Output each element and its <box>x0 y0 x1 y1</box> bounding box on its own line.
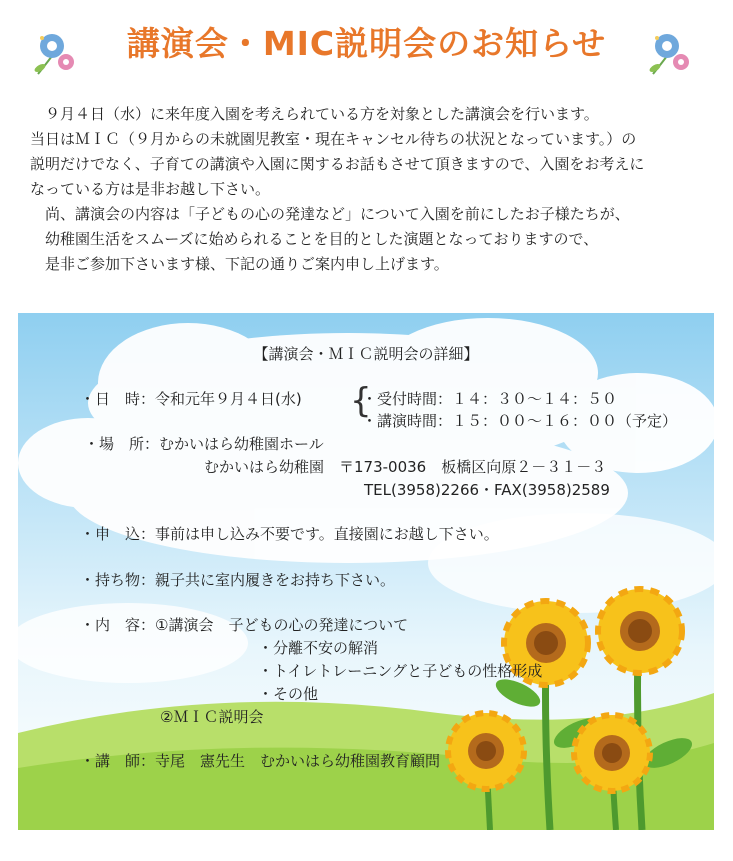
page-title: 講演会・MIC説明会のお知らせ <box>126 24 607 63</box>
intro-line: 是非ご参加下さいます様、下記の通りご案内申し上げます。 <box>45 255 449 273</box>
intro-line: 当日はＭＩＣ（９月からの未就園児教室・現在キャンセル待ちの状況となっています。）の <box>30 130 637 148</box>
details-heading: 【講演会・ＭＩＣ説明会の詳細】 <box>253 345 479 363</box>
lecturer-row: ・講 師：寺尾 憲先生 むかいはら幼稚園教育顧問 <box>80 752 441 770</box>
sunflower-head <box>448 713 524 789</box>
sunflower-head <box>598 589 682 673</box>
content-row: ・内 容：①講演会 子どもの心の発達について <box>80 616 409 634</box>
place-row: ・場 所：むかいはら幼稚園ホール <box>84 435 324 453</box>
address: むかいはら幼稚園 〒173-0036 板橋区向原２－３１－３ <box>204 458 607 476</box>
intro-line: 説明だけでなく、子育ての講演や入園に関するお話もさせて頂きますので、入園をお考えに <box>30 155 645 173</box>
reception-time: ・受付時間：１４：３０～１４：５０ <box>362 390 618 408</box>
intro-line: 尚、講演会の内容は「子どもの心の発達など」について入園を前にしたお子様たちが、 <box>45 205 630 223</box>
sunflower-head <box>574 715 650 791</box>
details-panel <box>18 313 714 830</box>
intro-line: 幼稚園生活をスムーズに始められることを目的とした演題となっておりますので、 <box>45 230 599 248</box>
contact: TEL(3958)2266・FAX(3958)2589 <box>364 481 610 499</box>
intro-line: ９月４日（水）に来年度入園を考えられている方を対象とした講演会を行います。 <box>45 105 599 123</box>
brace: { <box>350 381 372 421</box>
content-item: ・トイレトレーニングと子どもの性格形成 <box>258 662 543 680</box>
intro-line: なっている方は是非お越し下さい。 <box>30 180 271 198</box>
morning-glory-icon <box>643 28 695 80</box>
content-item: ・その他 <box>258 685 319 703</box>
date-row: ・日 時：令和元年９月４日(水) <box>80 390 302 408</box>
mic-item: ②ＭＩＣ説明会 <box>160 708 264 726</box>
belongings-row: ・持ち物：親子共に室内履きをお持ち下さい。 <box>80 571 396 589</box>
intro-text <box>30 102 720 277</box>
content-item: ・分離不安の解消 <box>258 639 379 657</box>
application-row: ・申 込：事前は申し込み不要です。直接園にお越し下さい。 <box>80 525 499 543</box>
lecture-time: ・講演時間：１５：００～１６：００（予定） <box>362 412 678 430</box>
